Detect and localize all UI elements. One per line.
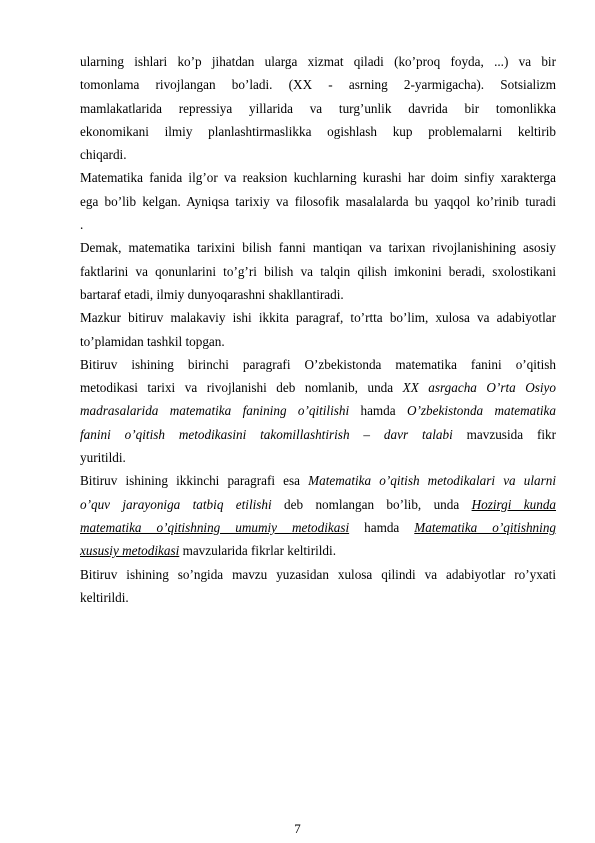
text-run: Matematika o’qitish metodikalari va ularni <box>308 473 556 489</box>
text-run: . <box>80 217 84 233</box>
text-line <box>80 446 556 469</box>
text-line <box>80 50 556 73</box>
text-run: matematika o’qitishning umumiy metodikasi <box>80 519 350 535</box>
text-line <box>80 97 556 120</box>
text-run: hamda <box>349 519 415 535</box>
text-run: keltirildi. <box>80 589 129 605</box>
text-run: ega bo’lib kelgan. Ayniqsa tarixiy va filosofik masalalarda bu yaqqol ko’rinib turadi <box>80 193 556 209</box>
text-run: mavzularida fikrlar keltirildi. <box>179 543 336 559</box>
text-line <box>80 306 556 329</box>
text-run: Mazkur bitiruv malakaviy ishi ikkita paragraf, to’rtta bo’lim, xulosa va adabiyotlar <box>80 310 556 326</box>
text-line <box>80 283 556 306</box>
text-line <box>80 563 556 586</box>
page-number: 7 <box>294 821 301 836</box>
text-line <box>80 330 556 353</box>
text-line <box>80 493 556 516</box>
document-body <box>80 50 556 609</box>
text-line <box>80 166 556 189</box>
text-run: ularning ishlari ko’p jihatdan ularga xizmat qiladi (ko’proq foyda, ...) va bir <box>80 54 556 69</box>
text-run: xususiy metodikasi <box>80 543 180 559</box>
text-run: o’quv jarayoniga tatbiq etilishi <box>80 496 272 512</box>
text-line <box>80 586 556 609</box>
text-run: Hozirgi kunda <box>471 496 557 512</box>
text-run: ekonomikani ilmiy planlashtirmaslikka ogishlash kup problemalarni keltirib <box>80 123 556 139</box>
text-run: O’zbekistonda matematika <box>406 403 557 419</box>
text-run: tomonlama rivojlangan bo’ladi. (XX - asrning 2-yarmigacha). Sotsializm <box>80 77 556 93</box>
text-line <box>80 120 556 143</box>
text-line <box>80 190 556 213</box>
text-run: XX asrgacha O’rta Osiyo <box>402 380 556 396</box>
text-run: madrasalarida matematika fanining o’qitilishi <box>80 403 350 419</box>
text-run: bartaraf etadi, ilmiy dunyoqarashni shakllantiradi. <box>80 286 344 302</box>
text-run: faktlarini va qonunlarini to’g’ri bilish va talqin qilish imkonini beradi, sxolostikani <box>80 263 556 279</box>
text-line <box>80 213 556 236</box>
text-run: chiqardi. <box>80 147 127 163</box>
text-line <box>80 376 556 399</box>
text-run: Demak, matematika tarixini bilish fanni mantiqan va tarixan rivojlanishining asosiy <box>80 240 556 256</box>
text-run: mavzusida fikr <box>452 426 556 442</box>
text-line <box>80 353 556 376</box>
text-run: Bitiruv ishining ikkinchi paragrafi esa <box>80 473 309 489</box>
text-line <box>80 516 556 539</box>
text-run: yuritildi. <box>80 450 126 466</box>
text-run: Bitiruv ishining so’ngida mavzu yuzasidan xulosa qilindi va adabiyotlar ro’yxati <box>80 566 556 582</box>
text-line <box>80 469 556 492</box>
text-run: deb nomlangan bo’lib, unda <box>271 496 472 512</box>
text-line <box>80 73 556 96</box>
text-line <box>80 236 556 259</box>
text-line <box>80 423 556 446</box>
text-run: Bitiruv ishining birinchi paragrafi O’zbekistonda matematika fanini o’qitish <box>80 356 556 372</box>
text-run: hamda <box>349 403 407 419</box>
text-line <box>80 143 556 166</box>
text-line <box>80 539 556 562</box>
text-run: metodikasi tarixi va rivojlanishi deb nomlanib, unda <box>80 380 403 396</box>
text-run: Matematika fanida ilg’or va reaksion kuchlarning kurashi har doim sinfiy xarakterga <box>80 170 556 186</box>
text-line <box>80 260 556 283</box>
text-run: Matematika o’qitishning <box>414 519 557 535</box>
text-line <box>80 399 556 422</box>
text-run: to’plamidan tashkil topgan. <box>80 333 225 349</box>
text-run: mamlakatlarida repressiya yillarida va turg’unlik davrida bir tomonlikka <box>80 100 556 116</box>
text-run: fanini o’qitish metodikasini takomillashtirish – davr talabi <box>80 426 453 442</box>
